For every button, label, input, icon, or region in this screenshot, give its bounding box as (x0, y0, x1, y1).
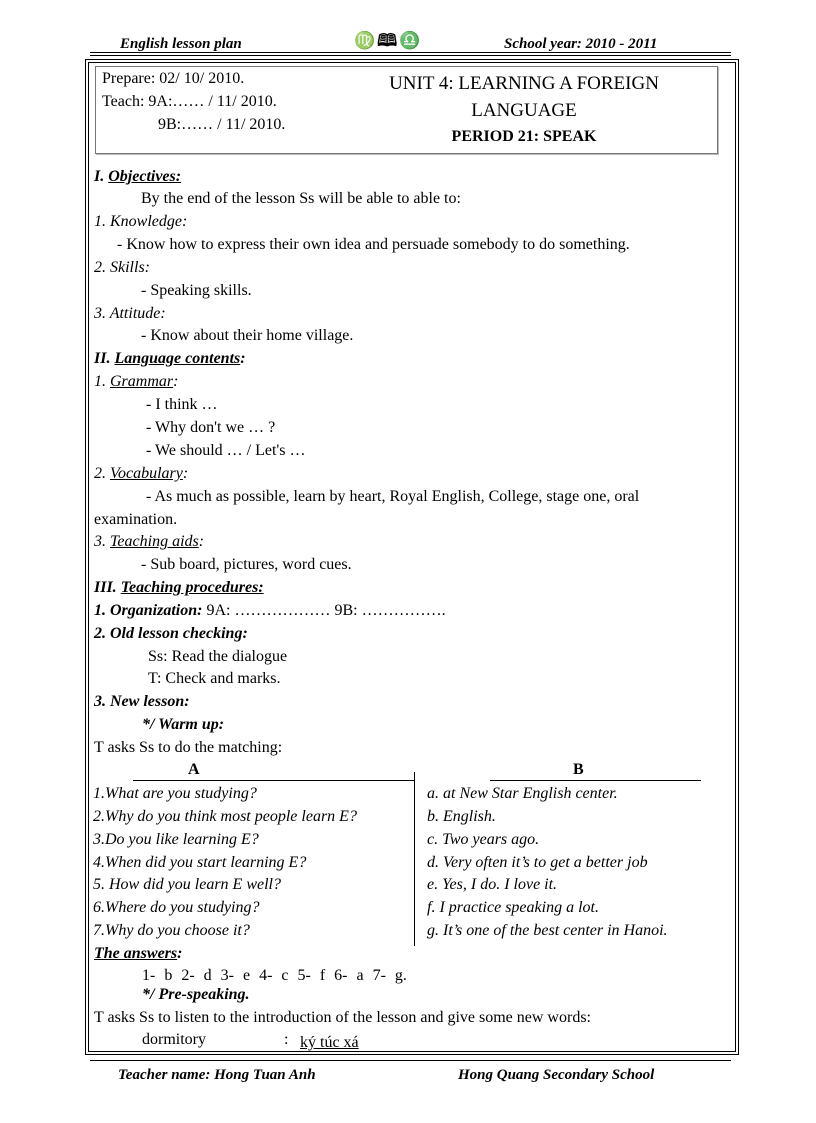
vocab-label: 2. Vocabulary: (94, 465, 189, 482)
prepare-date: Prepare: 02/ 10/ 2010. (102, 70, 245, 87)
unit-title (364, 70, 684, 124)
organization-line (94, 602, 446, 620)
header-right: School year: 2010 - 2011 (504, 36, 658, 52)
warm-up-heading: */ Warm up: (142, 716, 225, 733)
footer-school: Hong Quang Secondary School (458, 1067, 655, 1083)
skills-text: - Speaking skills. (141, 282, 252, 299)
new-lesson-label: 3. New lesson: (94, 693, 190, 710)
language-roman: II. (94, 350, 111, 367)
footer-rule (90, 1060, 731, 1061)
grammar-title: Grammar (110, 373, 174, 390)
procedures-roman: III. (94, 579, 117, 596)
organization-text: 9A: ……………… 9B: ……………. (202, 602, 446, 619)
vocab-line1: - As much as possible, learn by heart, Royal English, College, stage one, oral (146, 488, 640, 505)
matching-answer: g. It’s one of the best center in Hanoi. (427, 922, 668, 939)
objectives-roman: I. (94, 168, 105, 185)
vocab-meaning: ký túc xá (300, 1034, 359, 1051)
vocab-title: Vocabulary (110, 465, 183, 482)
matching-question: 1.What are you studying? (93, 785, 257, 802)
matching-answer: f. I practice speaking a lot. (427, 899, 599, 916)
objectives-title: Objectives: (108, 168, 182, 185)
table-rule-b (490, 780, 701, 781)
matching-answer: c. Two years ago. (427, 831, 540, 848)
header-rule-double (90, 55, 731, 56)
aids-label: 3. Teaching aids: (94, 533, 205, 550)
matching-question: 5. How did you learn E well? (93, 876, 281, 893)
aids-num: 3. (94, 533, 106, 550)
skills-label: 2. Skills: (94, 259, 150, 276)
organization-label: 1. Organization: (94, 602, 203, 619)
matching-question: 7.Why do you choose it? (93, 922, 250, 939)
column-b-header: B (573, 761, 584, 778)
page-header (0, 31, 816, 54)
procedures-heading (94, 579, 264, 597)
column-a-header: A (188, 761, 200, 778)
vocab-separator: : (284, 1031, 289, 1048)
grammar-num: 1. (94, 373, 106, 390)
teach-9b: 9B:…… / 11/ 2010. (158, 116, 286, 133)
old-lesson-2: T: Check and marks. (148, 670, 281, 687)
language-heading (94, 350, 246, 368)
pre-speaking-heading: */ Pre-speaking. (142, 986, 250, 1003)
matching-answer: d. Very often it’s to get a better job (427, 854, 648, 871)
objectives-heading (94, 168, 181, 186)
matching-question: 3.Do you like learning E? (93, 831, 259, 848)
matching-answer: a. at New Star English center. (427, 785, 618, 802)
matching-answer: e. Yes, I do. I love it. (427, 876, 558, 893)
old-lesson-label: 2. Old lesson checking: (94, 625, 248, 642)
knowledge-text: - Know how to express their own idea and persuade somebody to do something. (117, 236, 630, 253)
vocab-word: dormitory (142, 1031, 206, 1048)
language-title: Language contents (114, 350, 241, 367)
answers-title: The answers (94, 945, 178, 962)
answers-heading (94, 945, 182, 963)
matching-question: 6.Where do you studying? (93, 899, 260, 916)
language-colon: : (240, 350, 246, 367)
old-lesson-1: Ss: Read the dialogue (148, 648, 288, 665)
period-title: PERIOD 21: SPEAK (451, 128, 597, 145)
attitude-text: - Know about their home village. (141, 327, 354, 344)
procedures-title: Teaching procedures: (120, 579, 264, 596)
grammar-item: - Why don't we … ? (146, 419, 276, 436)
answers-colon: : (177, 945, 183, 962)
aids-text: - Sub board, pictures, word cues. (141, 556, 352, 573)
matching-question: 2.Why do you think most people learn E? (93, 808, 357, 825)
table-rule-a (133, 780, 414, 781)
vocab-num: 2. (94, 465, 106, 482)
attitude-label: 3. Attitude: (94, 305, 166, 322)
aids-title: Teaching aids (110, 533, 199, 550)
unit-title-line1: UNIT 4: LEARNING A FOREIGN (389, 73, 659, 94)
objectives-intro: By the end of the lesson Ss will be able to able to: (141, 190, 461, 207)
pre-speaking-intro: T asks Ss to listen to the introduction of the lesson and give some new words: (94, 1009, 591, 1026)
header-rule (90, 52, 731, 53)
grammar-item: - We should … / Let's … (146, 442, 306, 459)
knowledge-label: 1. Knowledge: (94, 213, 188, 230)
answers-text: 1- b 2- d 3- e 4- c 5- f 6- a 7- g. (142, 967, 407, 984)
header-left: English lesson plan (120, 36, 242, 52)
matching-intro: T asks Ss to do the matching: (94, 739, 283, 756)
zodiac-symbols-icon: ♍🕮♎ (354, 31, 423, 50)
footer-teacher: Teacher name: Hong Tuan Anh (118, 1067, 316, 1083)
matching-answer: b. English. (427, 808, 496, 825)
matching-question: 4.When did you start learning E? (93, 854, 307, 871)
table-divider (414, 772, 415, 946)
teach-9a: Teach: 9A:…… / 11/ 2010. (102, 93, 277, 110)
vocab-line2: examination. (94, 511, 178, 528)
grammar-item: - I think … (146, 396, 218, 413)
grammar-label: 1. Grammar: (94, 373, 179, 390)
unit-title-line2: LANGUAGE (471, 100, 577, 121)
